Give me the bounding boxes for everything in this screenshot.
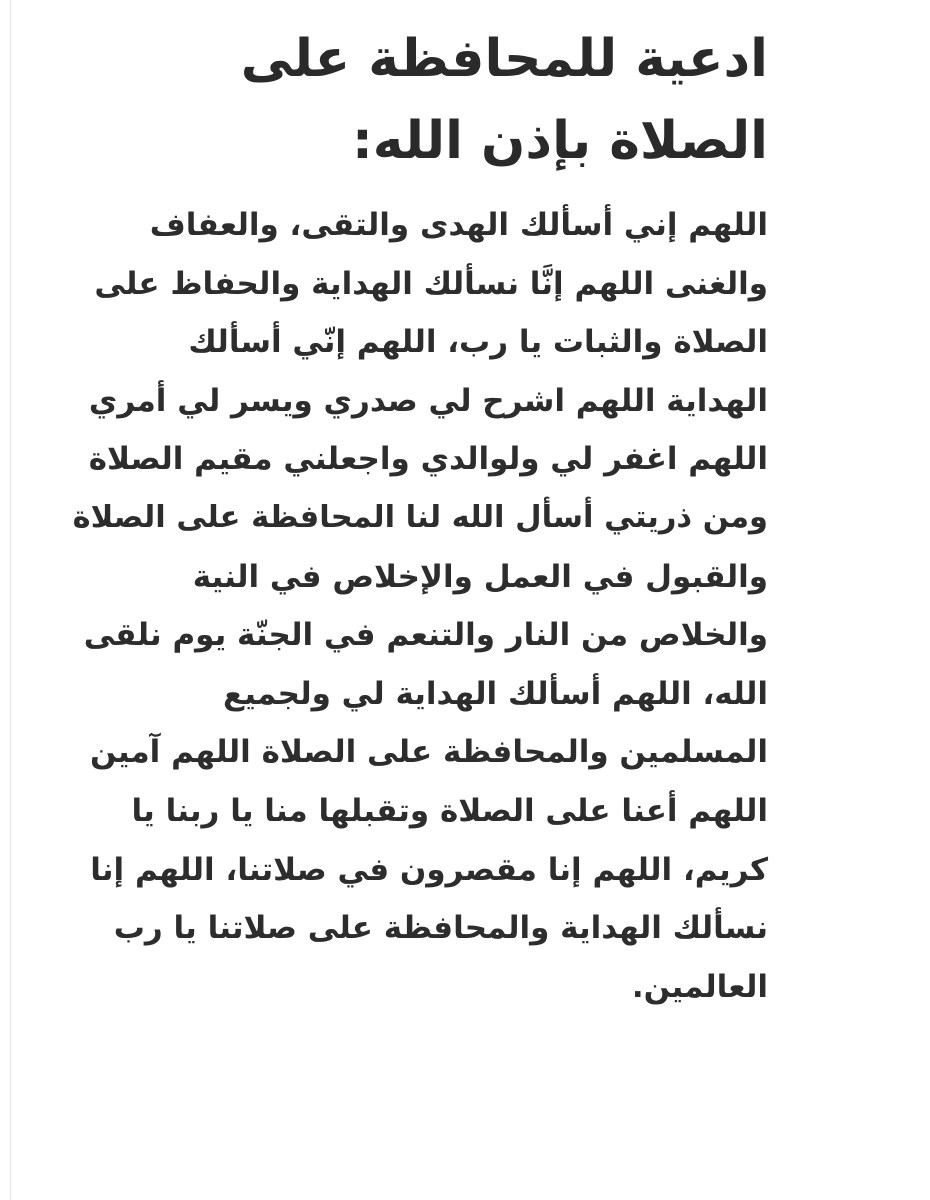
body-line-12: كريم، اللهم إنا مقصرون في صلاتنا، اللهم إنا xyxy=(90,851,768,888)
article-body xyxy=(68,196,768,1016)
body-line-2: والغنى اللهم إنَّا نسألك الهداية والحفاظ على xyxy=(94,265,768,302)
page-edge-line xyxy=(10,0,11,1200)
body-line-9: الله، اللهم أسألك الهداية لي ولجميع xyxy=(223,675,768,712)
body-line-13: نسألك الهداية والمحافظة على صلاتنا يا رب xyxy=(113,910,768,947)
body-line-10: المسلمين والمحافظة على الصلاة اللهم آمين xyxy=(89,734,768,771)
body-line-7: والقبول في العمل والإخلاص في النية xyxy=(192,558,768,595)
body-line-8: والخلاص من النار والتنعم في الجنّة يوم نلقى xyxy=(83,617,768,654)
article xyxy=(68,18,768,1016)
body-line-3: الصلاة والثبات يا رب، اللهم إنّي أسألك xyxy=(188,324,768,361)
article-title xyxy=(68,18,768,182)
body-line-4: الهداية اللهم اشرح لي صدري ويسر لي أمري xyxy=(88,382,768,419)
body-line-11: اللهم أعنا على الصلاة وتقبلها منا يا ربنا يا xyxy=(131,792,768,829)
body-line-5: اللهم اغفر لي ولوالدي واجعلني مقيم الصلاة xyxy=(88,441,768,478)
body-line-6: ومن ذريتي أسأل الله لنا المحافظة على الصلاة xyxy=(72,499,768,535)
body-line-1: اللهم إني أسألك الهدى والتقى، والعفاف xyxy=(149,207,768,243)
title-line-1: ادعية للمحافظة على xyxy=(240,29,768,89)
title-line-2: الصلاة بإذن الله: xyxy=(352,111,768,171)
body-line-14: العالمين. xyxy=(631,968,768,1005)
